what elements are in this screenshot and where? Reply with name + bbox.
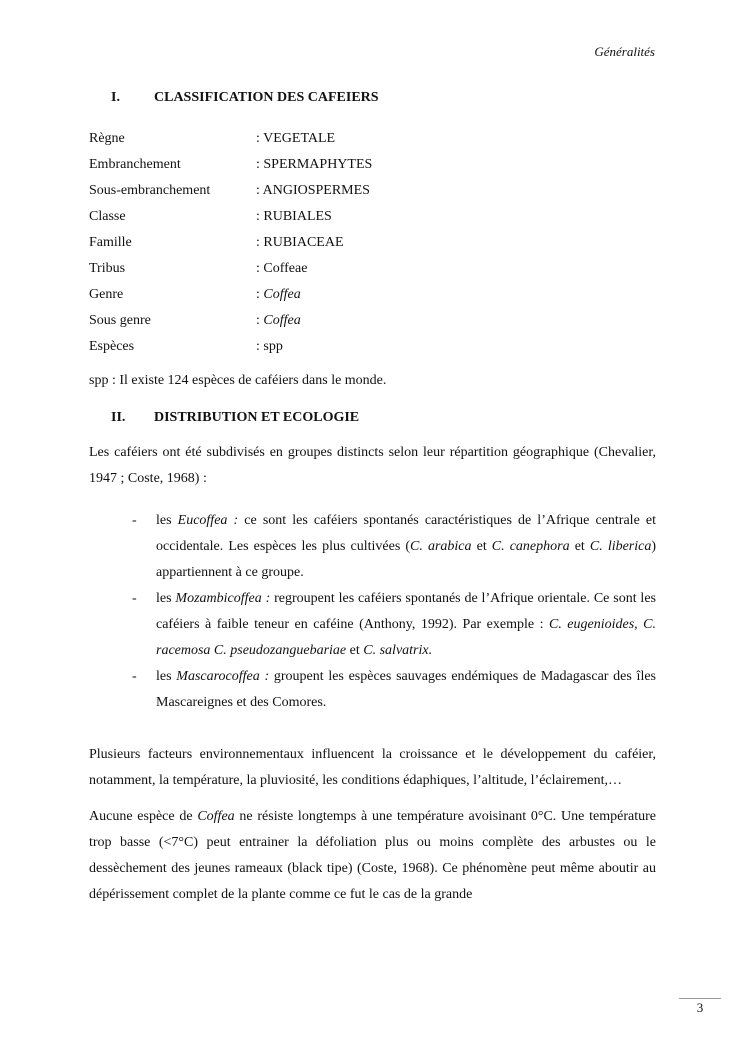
taxonomy-row: [89, 178, 656, 204]
list-item: [132, 508, 657, 586]
list-dash: -: [132, 591, 137, 606]
running-header: Généralités: [594, 44, 655, 59]
section-2-title: DISTRIBUTION ET ECOLOGIE: [154, 410, 360, 425]
taxonomy-value: : SPERMAPHYTES: [256, 157, 373, 172]
list-dash: -: [132, 513, 137, 528]
page-number-rule: [679, 998, 721, 999]
species-note: spp : Il existe 124 espèces de caféiers dans le monde.: [89, 373, 387, 388]
taxonomy-rank: Tribus: [89, 261, 126, 276]
taxonomy-value-italic: Coffea: [263, 287, 301, 302]
text-run: et: [346, 643, 364, 658]
taxonomy-value: : Coffeae: [256, 261, 308, 276]
taxonomy-value: : RUBIACEAE: [256, 235, 344, 250]
species-name: C. canephora: [491, 539, 570, 554]
taxonomy-rank: Embranchement: [89, 157, 181, 172]
text-run: les: [156, 513, 178, 528]
taxonomy-value: : RUBIALES: [256, 209, 332, 224]
group-name: Mascarocoffea :: [176, 669, 270, 684]
section-1-title: CLASSIFICATION DES CAFEIERS: [154, 90, 379, 105]
section-2-number: II.: [111, 410, 126, 425]
text-run: groupent les espèces sauvages endémiques de Madagascar des îles Mascareignes et des Comores.: [156, 669, 657, 710]
taxonomy-value: : spp: [256, 339, 283, 354]
taxonomy-value: [256, 313, 301, 329]
list-item: [132, 664, 657, 716]
taxonomy-row: [89, 152, 656, 178]
section-1-heading: [89, 84, 656, 112]
group-name: Eucoffea :: [177, 513, 239, 528]
taxonomy-rank: Famille: [89, 235, 132, 250]
group-name: Mozambicoffea :: [175, 591, 271, 606]
temperature-paragraph: [89, 804, 656, 908]
text-run: regroupent les caféiers spontanés de l’Afrique orientale. Ce sont les caféiers à faible teneur en caféine (Anthony, 1992). Par exemple :: [156, 591, 656, 632]
species-name: C. liberica: [589, 539, 652, 554]
list-dash: -: [132, 669, 137, 684]
genus-name: Coffea: [197, 809, 235, 824]
section-1-number: I.: [111, 90, 120, 105]
taxonomy-value-prefix: :: [256, 287, 264, 302]
coffee-groups-list: [89, 508, 656, 716]
taxonomy-rank: Genre: [89, 287, 124, 302]
taxonomy-rank: Sous genre: [89, 313, 151, 328]
text-run: ) appartiennent à ce groupe.: [156, 539, 657, 580]
taxonomy-table: [89, 126, 656, 360]
species-name: C. eugenioides, C. racemosa C. pseudozanguebariae: [156, 617, 657, 658]
taxonomy-rank: Sous-embranchement: [89, 183, 211, 198]
text-run: les: [156, 669, 177, 684]
text-run: ne résiste longtemps à une température avoisinant 0°C. Une température trop basse (<7°C) peut entrainer la défoliation plus ou moins complète des arbustes ou le dessèchement des jeunes rameaux (black tipe) (Coste, 1968). Ce phénomène peut même aboutir au dépérissement complet de la plante comme ce fut le cas de la grande: [89, 809, 656, 902]
taxonomy-row: [89, 204, 656, 230]
taxonomy-row: [89, 282, 656, 308]
taxonomy-value-prefix: :: [256, 313, 264, 328]
text-run: ce sont les caféiers spontanés caractéristiques de l’Afrique centrale et occidentale. Les espèces les plus cultivées (: [156, 513, 656, 554]
taxonomy-row: [89, 256, 656, 282]
taxonomy-rank: Espèces: [89, 339, 135, 354]
distribution-intro: Les caféiers ont été subdivisés en groupes distincts selon leur répartition géographique (Chevalier, 1947 ; Coste, 1968) :: [89, 445, 656, 486]
taxonomy-row: [89, 334, 656, 360]
taxonomy-value-italic: Coffea: [263, 313, 301, 328]
taxonomy-value: : ANGIOSPERMES: [256, 183, 370, 198]
text-run: les: [156, 591, 176, 606]
page-number: 3: [696, 1000, 704, 1015]
section-2-heading: [89, 404, 656, 432]
factors-paragraph: Plusieurs facteurs environnementaux influencent la croissance et le développement du caféier, notamment, la température, la pluviosité, les conditions édaphiques, l’altitude, l’éclairement,…: [89, 747, 656, 788]
taxonomy-row: [89, 308, 656, 334]
taxonomy-rank: Classe: [89, 209, 126, 224]
taxonomy-value: [256, 287, 301, 303]
text-run: et: [471, 539, 492, 554]
taxonomy-row: [89, 230, 656, 256]
text-run: et: [569, 539, 590, 554]
page-content: [89, 84, 656, 908]
text-run: Aucune espèce de: [89, 809, 198, 824]
list-item: [132, 586, 657, 664]
species-name: C. salvatrix.: [363, 643, 433, 658]
species-name: C. arabica: [410, 539, 472, 554]
taxonomy-rank: Règne: [89, 131, 125, 146]
taxonomy-value: : VEGETALE: [256, 131, 336, 146]
taxonomy-row: [89, 126, 656, 152]
